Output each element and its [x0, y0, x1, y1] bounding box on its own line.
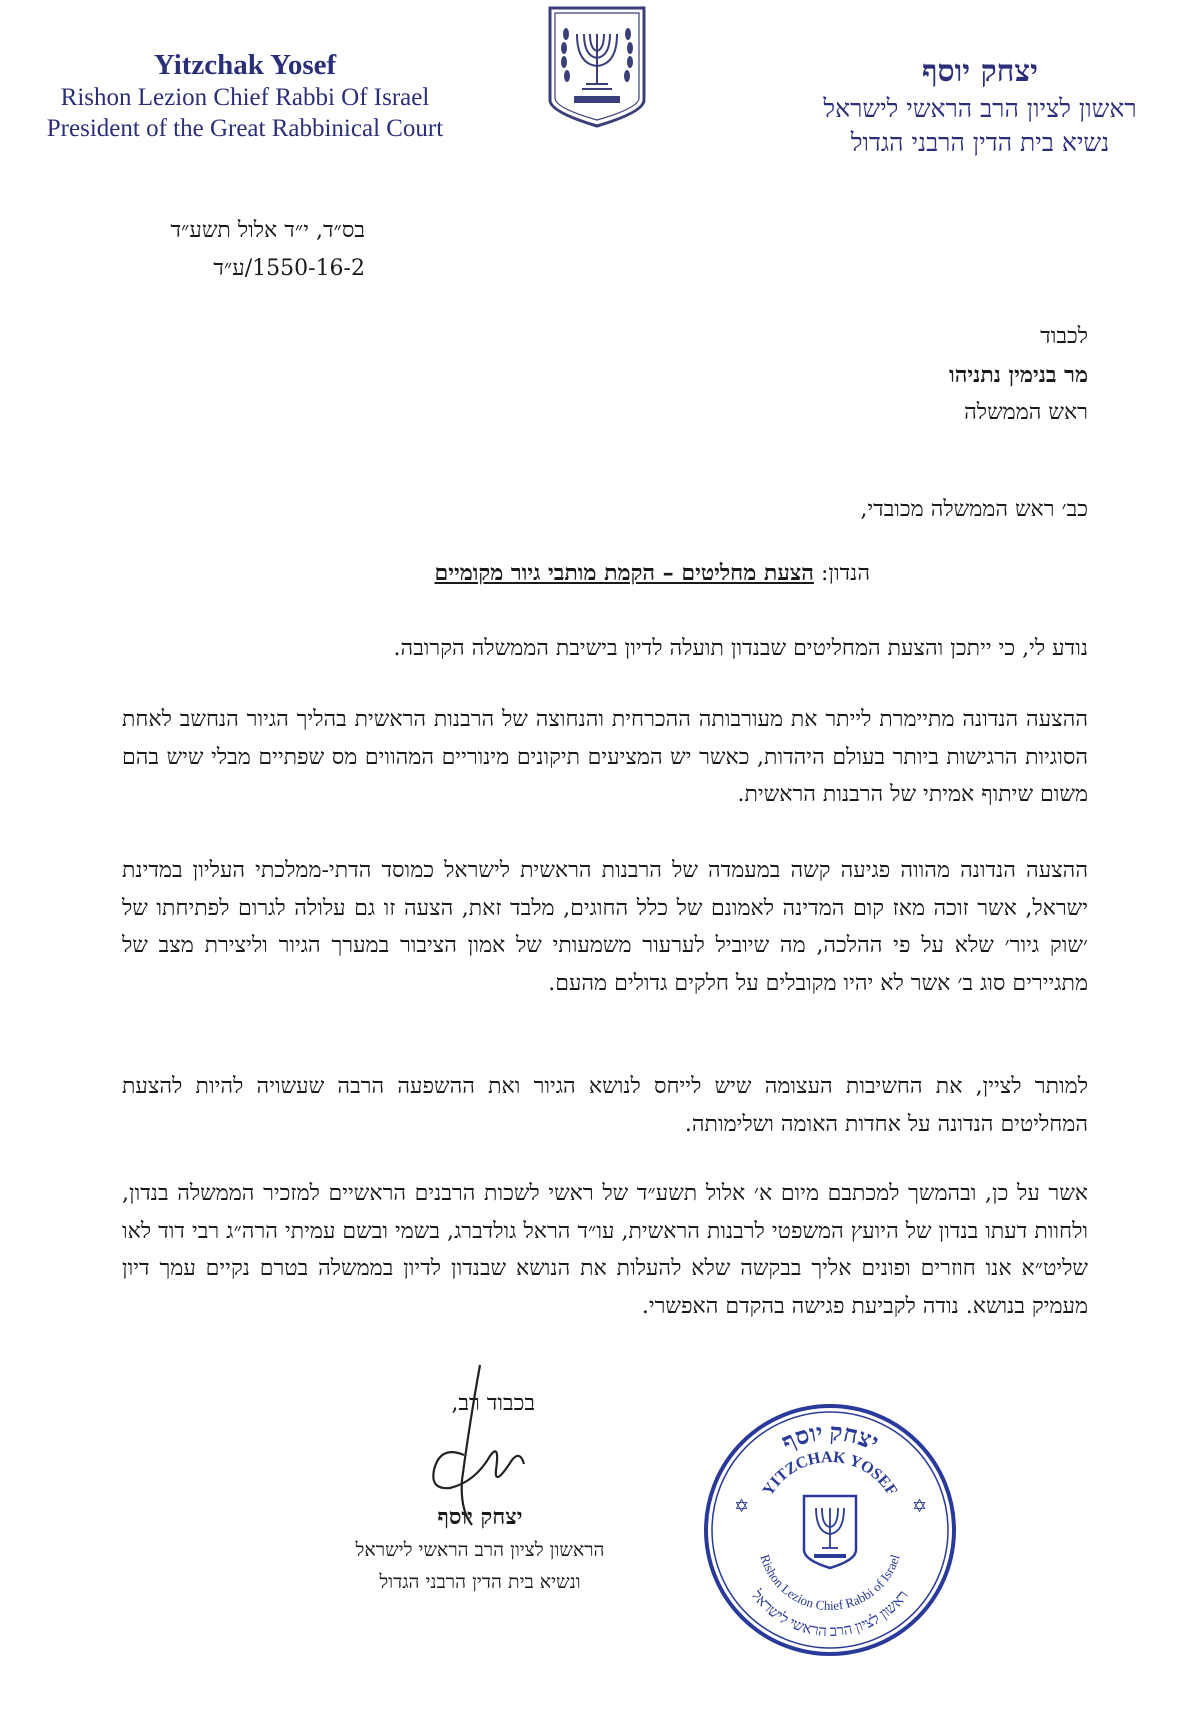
recipient-role: ראש הממשלה [964, 400, 1088, 425]
sender-court-en: President of the Great Rabbinical Court [46, 115, 444, 142]
body-paragraph-4: למותר לציין, את החשיבות העצומה שיש לייחס לנושא הגיור ואת ההשפעה הרבה שעשויה להיות להצעת המחליטים הנדונה על אחדות האומה ושלימותה. [122, 1074, 1088, 1137]
letter-reference: 1550-16-2/ע״ד [213, 256, 365, 281]
signer-name: יצחק יוסף [437, 1504, 523, 1530]
stamp-title-en: Rishon Lezion Chief Rabbi of Israel [757, 1552, 903, 1614]
stamp-title-he: ראשון לציון הרב הראשי לישראל [748, 1587, 912, 1641]
sender-title-en: Rishon Lezion Chief Rabbi Of Israel [60, 84, 430, 111]
stamp-name-he: יצחק יוסף [778, 1419, 883, 1457]
signature-block [320, 1500, 640, 1598]
recipient-to: לכבוד [1040, 324, 1088, 349]
letterhead-english [20, 48, 470, 144]
signer-court: ונשיא בית הדין הרבני הגדול [379, 1571, 581, 1593]
sender-name-en: Yitzchak Yosef [153, 49, 337, 81]
subject-line [434, 560, 870, 586]
salutation: כב׳ ראש הממשלה מכובדי, [860, 497, 1088, 522]
recipient-block [949, 318, 1088, 432]
stamp-emblem-icon [804, 1496, 856, 1568]
sender-title-he: ראשון לציון הרב הראשי לישראל [823, 94, 1137, 123]
sender-court-he: נשיא בית הדין הרבני הגדול [850, 128, 1110, 157]
stamp-name-en: YITZCHAK YOSEF [759, 1448, 901, 1499]
star-of-david-icon: ✡ [912, 1496, 928, 1516]
body-paragraph-5: אשר על כן, ובהמשך למכתבם מיום א׳ אלול תשע״ד של ראשי לשכות הרבנים הראשיים למזכיר הממשלה בנדון, ולחוות דעתו בנדון של היועץ המשפטי לרבנות הראשית, עו״ד הראל גולדברג, בשמי ובשם עמיתי הרה״ג רבי דוד לאו שליט״א אנו חוזרים ופונים אליך בבקשה שלא להעלות את הנושא שבנדון לדיון בממשלה בטרם נקיים עמך דיון מעמיק בנושא. נודה לקביעת פגישה בהקדם האפשרי. [122, 1181, 1088, 1319]
subject-label: הנדון: [820, 561, 870, 586]
dateline [170, 212, 365, 288]
signoff: בכבוד רב, [451, 1391, 535, 1416]
subject-text: הצעת מחליטים – הקמת מותבי גיור מקומיים [434, 560, 814, 586]
letter-date: בס״ד, י״ד אלול תשע״ד [170, 218, 365, 243]
star-of-david-icon: ✡ [734, 1496, 750, 1516]
body-paragraph-1: נודע לי, כי ייתכן והצעת המחליטים שבנדון תועלה לדיון בישיבת הממשלה הקרובה. [393, 636, 1088, 661]
body-paragraph-2: ההצעה הנדונה מתיימרת לייתר את מעורבותה ההכרחית והנחוצה של הרבנות הראשית בהליך הגיור הנחשב לאחת הסוגיות הרגישות ביותר בעולם היהדות, כאשר יש המציעים תיקונים מינוריים המהווים מס שפתיים מבלי שיש בהם משום שיתוף אמיתי של הרבנות הראשית. [122, 707, 1088, 807]
state-emblem-icon [544, 4, 650, 130]
sender-name-he: יצחק יוסף [922, 54, 1038, 89]
official-stamp-icon [700, 1400, 960, 1660]
letterhead-hebrew [770, 52, 1190, 160]
recipient-name: מר בנימין נתניהו [949, 362, 1088, 388]
body-paragraph-3: ההצעה הנדונה מהווה פגיעה קשה במעמדה של הרבנות הראשית לישראל כמוסד הדתי-ממלכתי העליון במדינת ישראל, אשר זוכה מאז קום המדינה לאמונם של כלל החוגים, מלבד זאת, הצעה זו גם עלולה לגרום לפתיחתו של ׳שוק גיור׳ שלא על פי ההלכה, מה שיוביל לערעור משמעותי של אמון הציבור במערך הגיור וליצירת מצב של מתגיירים סוג ב׳ אשר לא יהיו מקובלים על חלקים גדולים מהעם. [122, 858, 1088, 996]
signer-title: הראשון לציון הרב הראשי לישראל [355, 1539, 605, 1561]
